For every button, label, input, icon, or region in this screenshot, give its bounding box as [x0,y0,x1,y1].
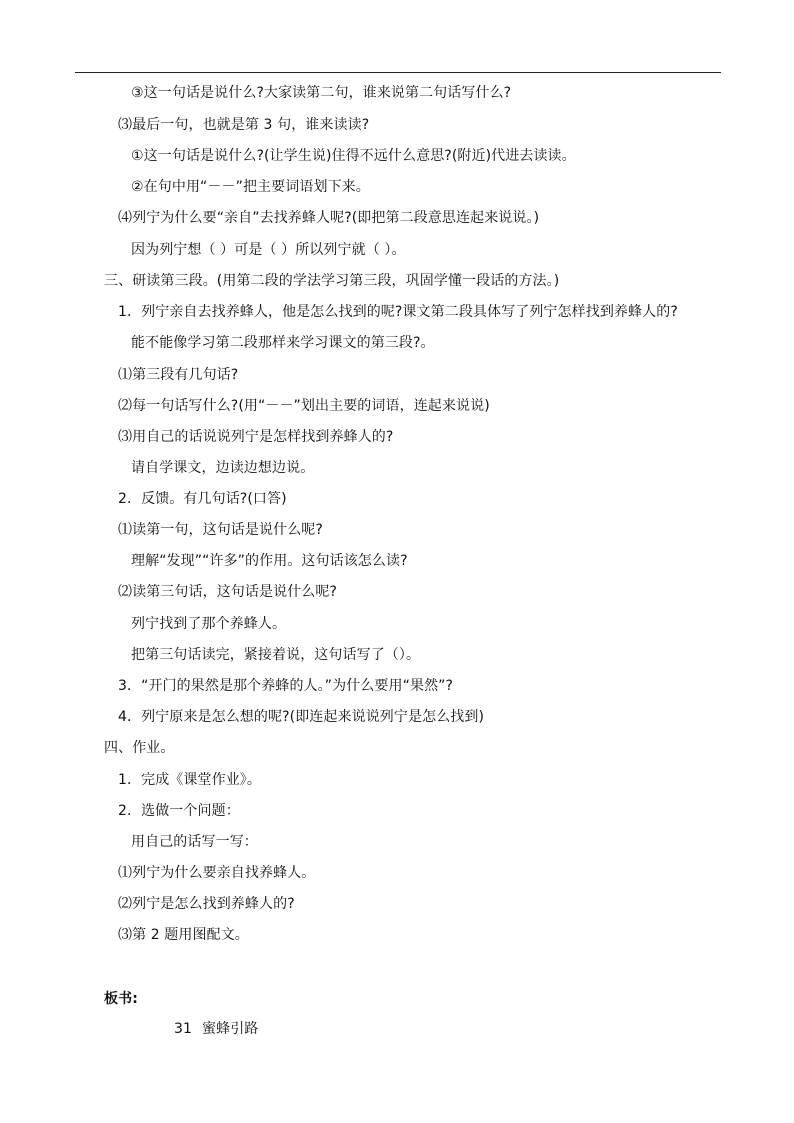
text-line-12: ⑶用自己的话说说列宁是怎样找到养蜂人的? [118,429,394,445]
text-line-16: 理解“发现”“许多”的作用。这句话该怎么读? [131,553,408,569]
text-line-5: ⑷列宁为什么要“亲自”去找养蜂人呢?(即把第二段意思连起来说说。) [118,210,540,226]
text-line-18: 列宁找到了那个养蜂人。 [131,616,287,632]
text-line-20: 3．“开门的果然是那个养蜂的人。”为什么要用“果然”? [118,678,454,694]
header-rule [75,72,721,73]
text-line-19: 把第三句话读完，紧接着说，这句话写了（）。 [131,647,421,663]
text-line-25: 用自己的话写一写： [131,834,258,850]
text-line-26: ⑴列宁为什么要亲自找养蜂人。 [118,865,316,881]
text-line-10: ⑴第三段有几句话? [118,367,239,383]
text-line-9: 能不能像学习第二段那样来学习课文的第三段?。 [131,335,435,351]
board-number: 31 [174,1021,193,1037]
text-line-3: ①这一句话是说什么?(让学生说)住得不远什么意思?(附近)代进去读读。 [131,148,576,164]
text-line-11: ⑵每一句话写什么?(用“－－”划出主要的词语，连起来说说) [118,398,490,414]
section-three-heading: 三、研读第三段。(用第二段的学法学习第三段，巩固学懂一段话的方法。) [104,273,560,289]
text-line-17: ⑵读第三句话，这句话是说什么呢? [118,584,338,600]
text-line-27: ⑵列宁是怎么找到养蜂人的? [118,896,295,912]
text-line-28: ⑶第 2 题用图配文。 [118,927,249,943]
text-line-4: ②在句中用“－－”把主要词语划下来。 [131,179,370,195]
text-line-14: 2．反馈。有几句话?(口答) [118,491,287,507]
text-line-21: 4．列宁原来是怎么想的呢?(即连起来说说列宁是怎么找到) [118,709,485,725]
section-four-heading: 四、作业。 [104,740,175,756]
text-line-1: ③这一句话是说什么?大家读第二句，谁来说第二句话写什么? [131,85,512,101]
text-line-13: 请自学课文，边读边想边说。 [131,460,315,476]
board-label: 板书: [104,991,138,1007]
text-line-2: ⑶最后一句，也就是第 3 句，谁来读读? [118,117,370,133]
text-line-24: 2．选做一个问题： [118,803,240,819]
board-title: 蜜蜂引路 [202,1021,259,1037]
text-line-6: 因为列宁想（ ）可是（ ）所以列宁就（ ）。 [131,242,406,258]
text-line-8: 1．列宁亲自去找养蜂人，他是怎么找到的呢?课文第二段具体写了列宁怎样找到养蜂人的? [118,304,678,320]
text-line-23: 1．完成《课堂作业》。 [118,772,262,788]
text-line-15: ⑴读第一句，这句话是说什么呢? [118,522,323,538]
